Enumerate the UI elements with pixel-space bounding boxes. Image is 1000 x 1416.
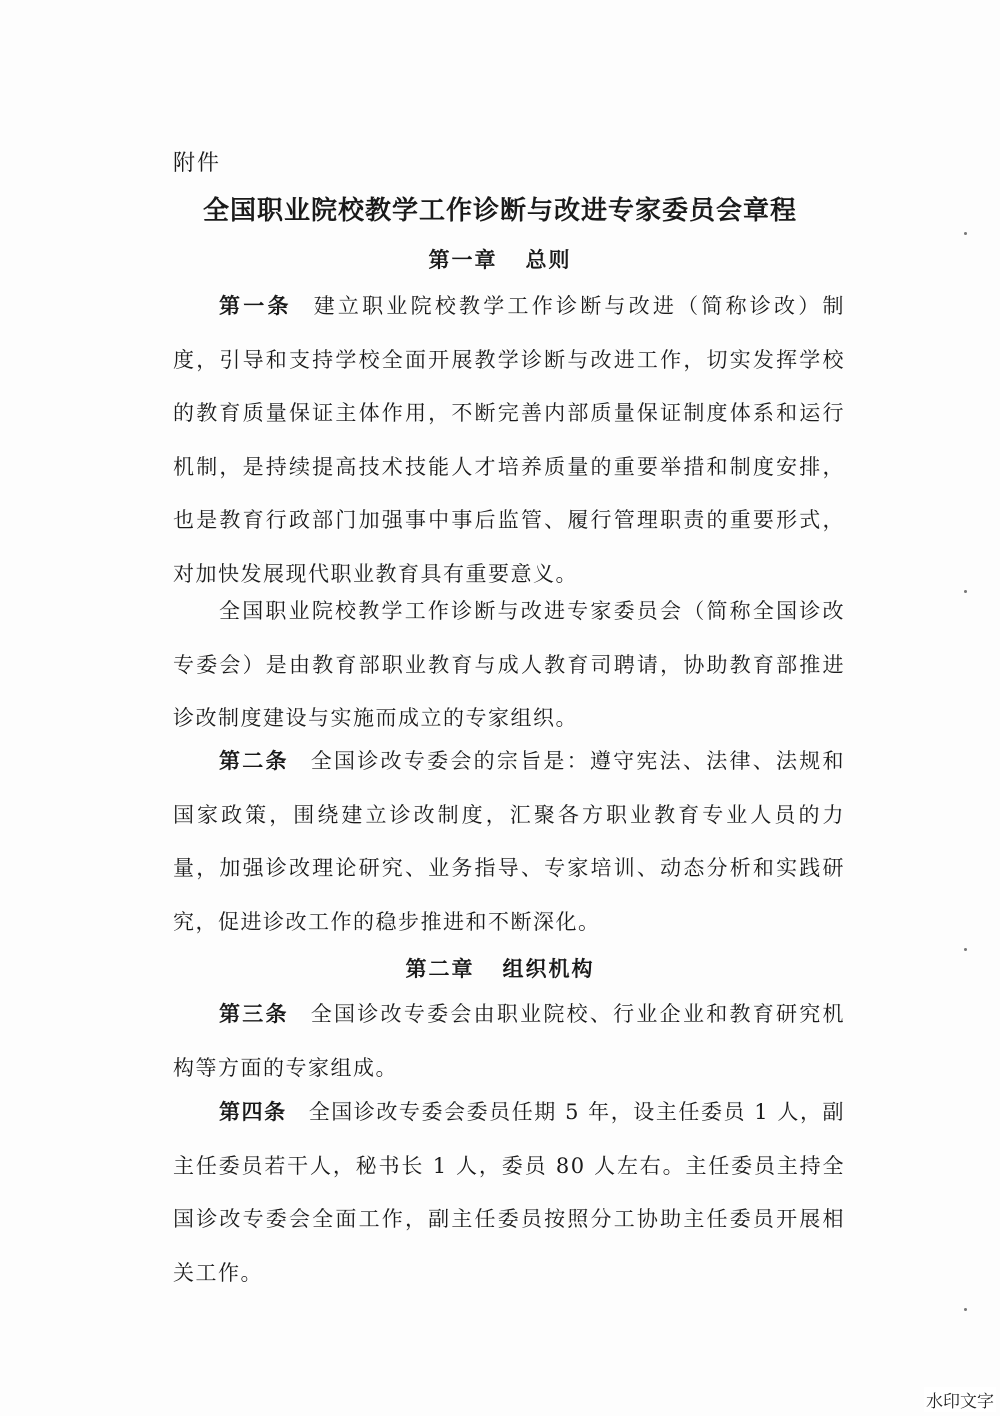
watermark-text: 水印文字 [924, 1387, 996, 1412]
article-text: 全国职业院校教学工作诊断与改进专家委员会（简称全国诊改专委会）是由教育部职业教育与成人教育司聘请，协助教育部推进诊改制度建设与实施而成立的专家组织。 [173, 599, 845, 730]
article-text: 全国诊改专委会委员任期 5 年，设主任委员 1 人，副主任委员若干人，秘书长 1 人，委员 80 人左右。主任委员主持全国诊改专委会全面工作，副主任委员按照分工协助主任委员开展相关工作。 [173, 1100, 846, 1285]
chapter-heading-1 [0, 244, 1000, 274]
chapter-number: 第二章 [405, 957, 475, 981]
article-text: 全国诊改专委会的宗旨是：遵守宪法、法律、法规和国家政策，围绕建立诊改制度，汇聚各方职业教育专业人员的力量，加强诊改理论研究、业务指导、专家培训、动态分析和实践研究，促进诊改工作的稳步推进和不断深化。 [173, 749, 845, 934]
article-4-paragraph [173, 1086, 845, 1300]
article-text: 全国诊改专委会由职业院校、行业企业和教育研究机构等方面的专家组成。 [173, 1002, 845, 1080]
scan-speck [964, 1308, 967, 1311]
article-number: 第一条 [219, 294, 292, 318]
scan-speck [964, 948, 967, 951]
attachment-label: 附件 [173, 151, 222, 176]
scan-speck [964, 232, 967, 235]
article-3-paragraph [173, 988, 845, 1095]
article-1-paragraph [173, 280, 845, 601]
article-2-paragraph [173, 735, 845, 949]
document-title: 全国职业院校教学工作诊断与改进专家委员会章程 [202, 196, 797, 226]
article-1-paragraph-2 [173, 585, 845, 746]
article-number: 第三条 [219, 1002, 289, 1026]
scan-speck [964, 590, 967, 593]
chapter-name: 组织机构 [502, 957, 595, 981]
article-text: 建立职业院校教学工作诊断与改进（简称诊改）制度，引导和支持学校全面开展教学诊断与改进工作，切实发挥学校的教育质量保证主体作用，不断完善内部质量保证制度体系和运行机制，是持续提高技术技能人才培养质量的重要举措和制度安排，也是教育行政部门加强事中事后监管、履行管理职责的重要形式，对加快发展现代职业教育具有重要意义。 [173, 294, 845, 586]
article-number: 第二条 [219, 749, 289, 773]
article-number: 第四条 [219, 1100, 287, 1124]
chapter-name: 总则 [525, 248, 572, 272]
chapter-number: 第一章 [428, 248, 498, 272]
chapter-heading-2 [0, 953, 1000, 983]
